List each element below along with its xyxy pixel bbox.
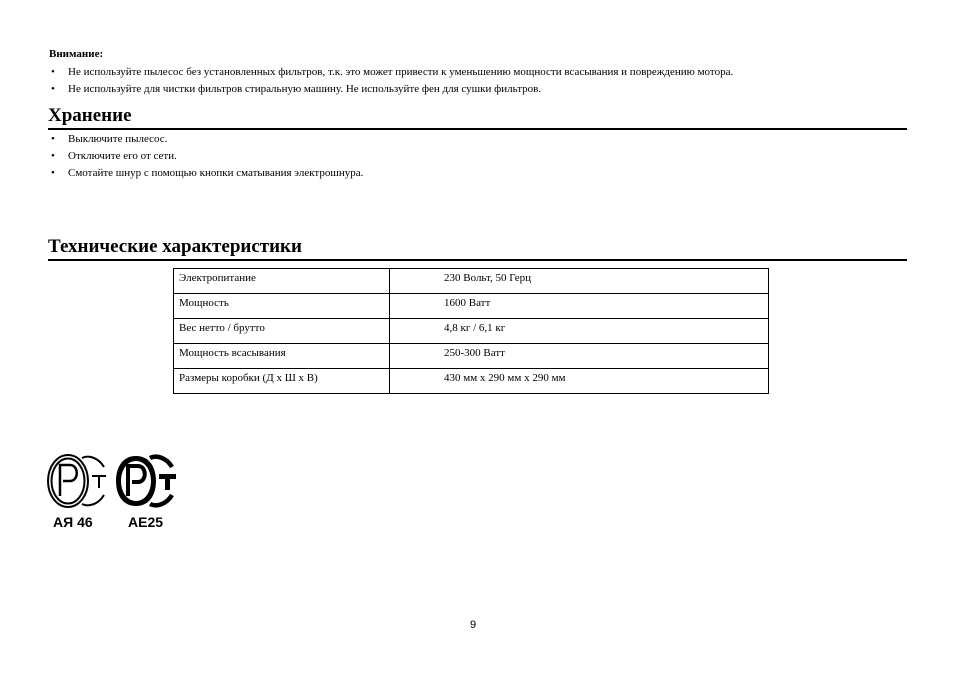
- warning-title: Внимание:: [49, 48, 104, 60]
- spec-label: Мощность: [174, 294, 390, 319]
- certification-code: АЯ 46: [53, 514, 93, 530]
- spec-value: 250-300 Ватт: [390, 344, 769, 369]
- spec-value: 230 Вольт, 50 Герц: [390, 269, 769, 294]
- specs-divider: [48, 259, 907, 261]
- storage-item: • Отключите его от сети.: [49, 148, 363, 165]
- spec-value: 4,8 кг / 6,1 кг: [390, 319, 769, 344]
- spec-label: Мощность всасывания: [174, 344, 390, 369]
- spec-label: Электропитание: [174, 269, 390, 294]
- spec-label: Вес нетто / брутто: [174, 319, 390, 344]
- table-row: [174, 294, 769, 319]
- specs-table: [173, 268, 769, 394]
- specs-heading: Технические характеристики: [48, 236, 302, 257]
- rst-certification-mark-solid-icon: [114, 452, 180, 510]
- rst-certification-mark-outline-icon: [46, 452, 112, 510]
- spec-label: Размеры коробки (Д х Ш х В): [174, 369, 390, 394]
- warning-item: • Не используйте пылесос без установленных фильтров, т.к. это может привести к уменьшению мощности всасывания и повреждению мотора.: [49, 64, 733, 81]
- storage-divider: [48, 128, 907, 130]
- spec-value: 1600 Ватт: [390, 294, 769, 319]
- warning-list: [49, 64, 733, 98]
- table-row: [174, 369, 769, 394]
- storage-heading: Хранение: [48, 105, 132, 126]
- warning-item: • Не используйте для чистки фильтров стиральную машину. Не используйте фен для сушки фильтров.: [49, 81, 733, 98]
- table-row: [174, 319, 769, 344]
- page-number: 9: [470, 619, 477, 631]
- table-row: [174, 269, 769, 294]
- storage-list: [49, 131, 363, 182]
- certification-code: АЕ25: [128, 514, 164, 530]
- spec-value: 430 мм х 290 мм х 290 мм: [390, 369, 769, 394]
- table-row: [174, 344, 769, 369]
- storage-item: • Выключите пылесос.: [49, 131, 363, 148]
- storage-item: • Смотайте шнур с помощью кнопки сматывания электрошнура.: [49, 165, 363, 182]
